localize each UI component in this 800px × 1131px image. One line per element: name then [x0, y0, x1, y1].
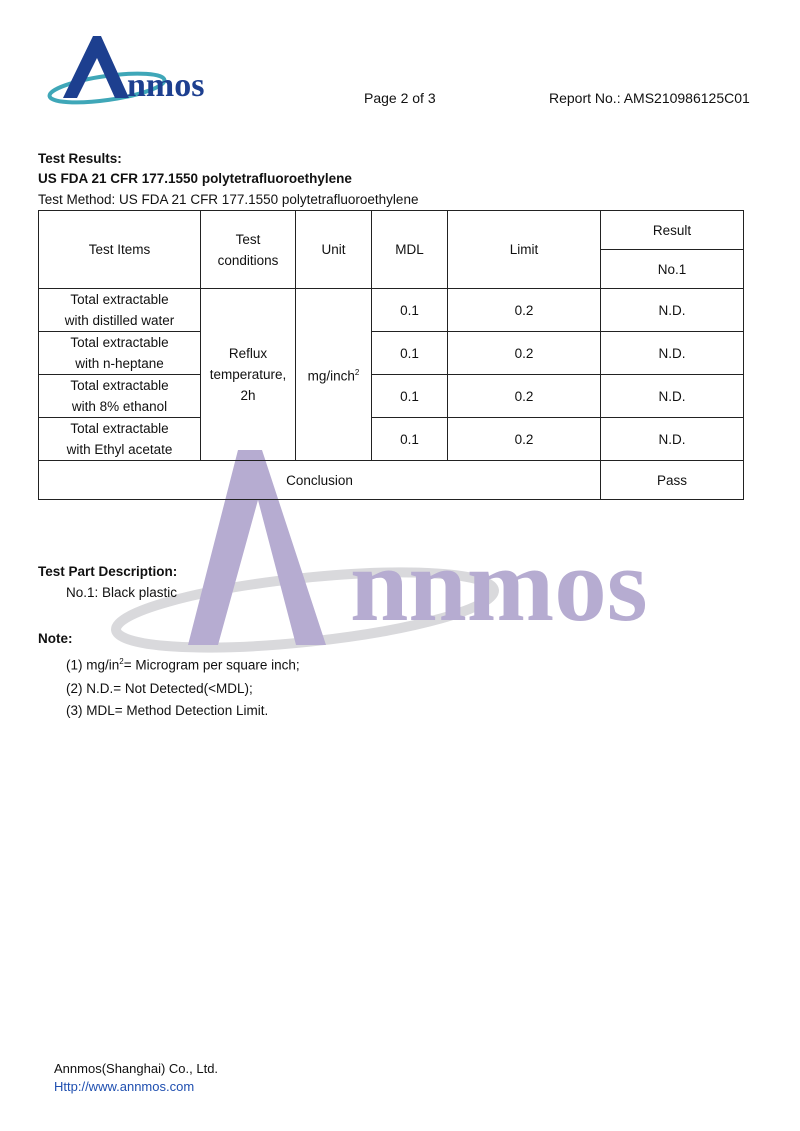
note-2: (2) N.D.= Not Detected(<MDL);: [66, 681, 253, 696]
test-method: Test Method: US FDA 21 CFR 177.1550 polytetrafluoroethylene: [38, 192, 419, 207]
logo-graphic: [45, 30, 255, 108]
col-mdl: MDL: [372, 211, 448, 289]
col-test-items: Test Items: [39, 211, 201, 289]
row-limit: 0.2: [448, 289, 601, 332]
row-limit: 0.2: [448, 418, 601, 461]
part-description-item: No.1: Black plastic: [66, 585, 178, 600]
col-unit: Unit: [296, 211, 372, 289]
col-test-conditions-line1: Test: [235, 231, 261, 247]
table-row: [39, 332, 744, 375]
conclusion-label: Conclusion: [39, 461, 601, 500]
page-number: Page 2 of 3: [364, 90, 436, 106]
row-limit: 0.2: [448, 332, 601, 375]
row-result: N.D.: [601, 289, 744, 332]
logo-text: nmos: [127, 67, 205, 104]
col-test-conditions: [201, 211, 296, 289]
table-row: [39, 418, 744, 461]
row-mdl: 0.1: [372, 332, 448, 375]
note-heading: Note:: [38, 631, 73, 646]
col-test-conditions-line2: conditions: [217, 252, 279, 268]
results-table: [38, 210, 744, 500]
footer-website-link[interactable]: Http://www.annmos.com: [54, 1079, 195, 1094]
row-test-item: Total extractable with 8% ethanol: [39, 375, 201, 418]
row-result: N.D.: [601, 418, 744, 461]
row-result: N.D.: [601, 375, 744, 418]
company-logo: [45, 30, 255, 108]
test-results-heading: Test Results:: [38, 151, 122, 166]
row-test-item: Total extractable with distilled water: [39, 289, 201, 332]
footer-company: Annmos(Shanghai) Co., Ltd.: [54, 1061, 219, 1076]
conclusion-value: Pass: [601, 461, 744, 500]
conclusion-row: [39, 461, 744, 500]
unit-cell: mg/inch$^2$: [296, 289, 372, 461]
row-test-item: Total extractable with Ethyl acetate: [39, 418, 201, 461]
conditions-line1: Reflux: [228, 346, 268, 361]
row-mdl: 0.1: [372, 375, 448, 418]
row-result: N.D.: [601, 332, 744, 375]
report-number: Report No.: AMS210986125C01: [549, 90, 750, 106]
table-row: [39, 289, 744, 332]
row-mdl: 0.1: [372, 289, 448, 332]
standard-title: US FDA 21 CFR 177.1550 polytetrafluoroethylene: [38, 171, 352, 186]
part-description-heading: Test Part Description:: [38, 564, 178, 579]
col-sample-no1: No.1: [601, 250, 744, 289]
note-3: (3) MDL= Method Detection Limit.: [66, 703, 269, 718]
col-result: Result: [601, 211, 744, 250]
test-conditions-cell: [201, 289, 296, 461]
watermark-text: nnmos: [350, 526, 648, 643]
row-test-item: Total extractable with n-heptane: [39, 332, 201, 375]
row-limit: 0.2: [448, 375, 601, 418]
table-row: [39, 375, 744, 418]
col-limit: Limit: [448, 211, 601, 289]
note-1: (1) $mg/in^2=$ Microgram per square inch;: [66, 657, 300, 673]
conditions-line2: temperature,: [209, 367, 287, 382]
table-header-row: [39, 211, 744, 250]
row-mdl: 0.1: [372, 418, 448, 461]
conditions-line3: 2h: [240, 388, 256, 403]
